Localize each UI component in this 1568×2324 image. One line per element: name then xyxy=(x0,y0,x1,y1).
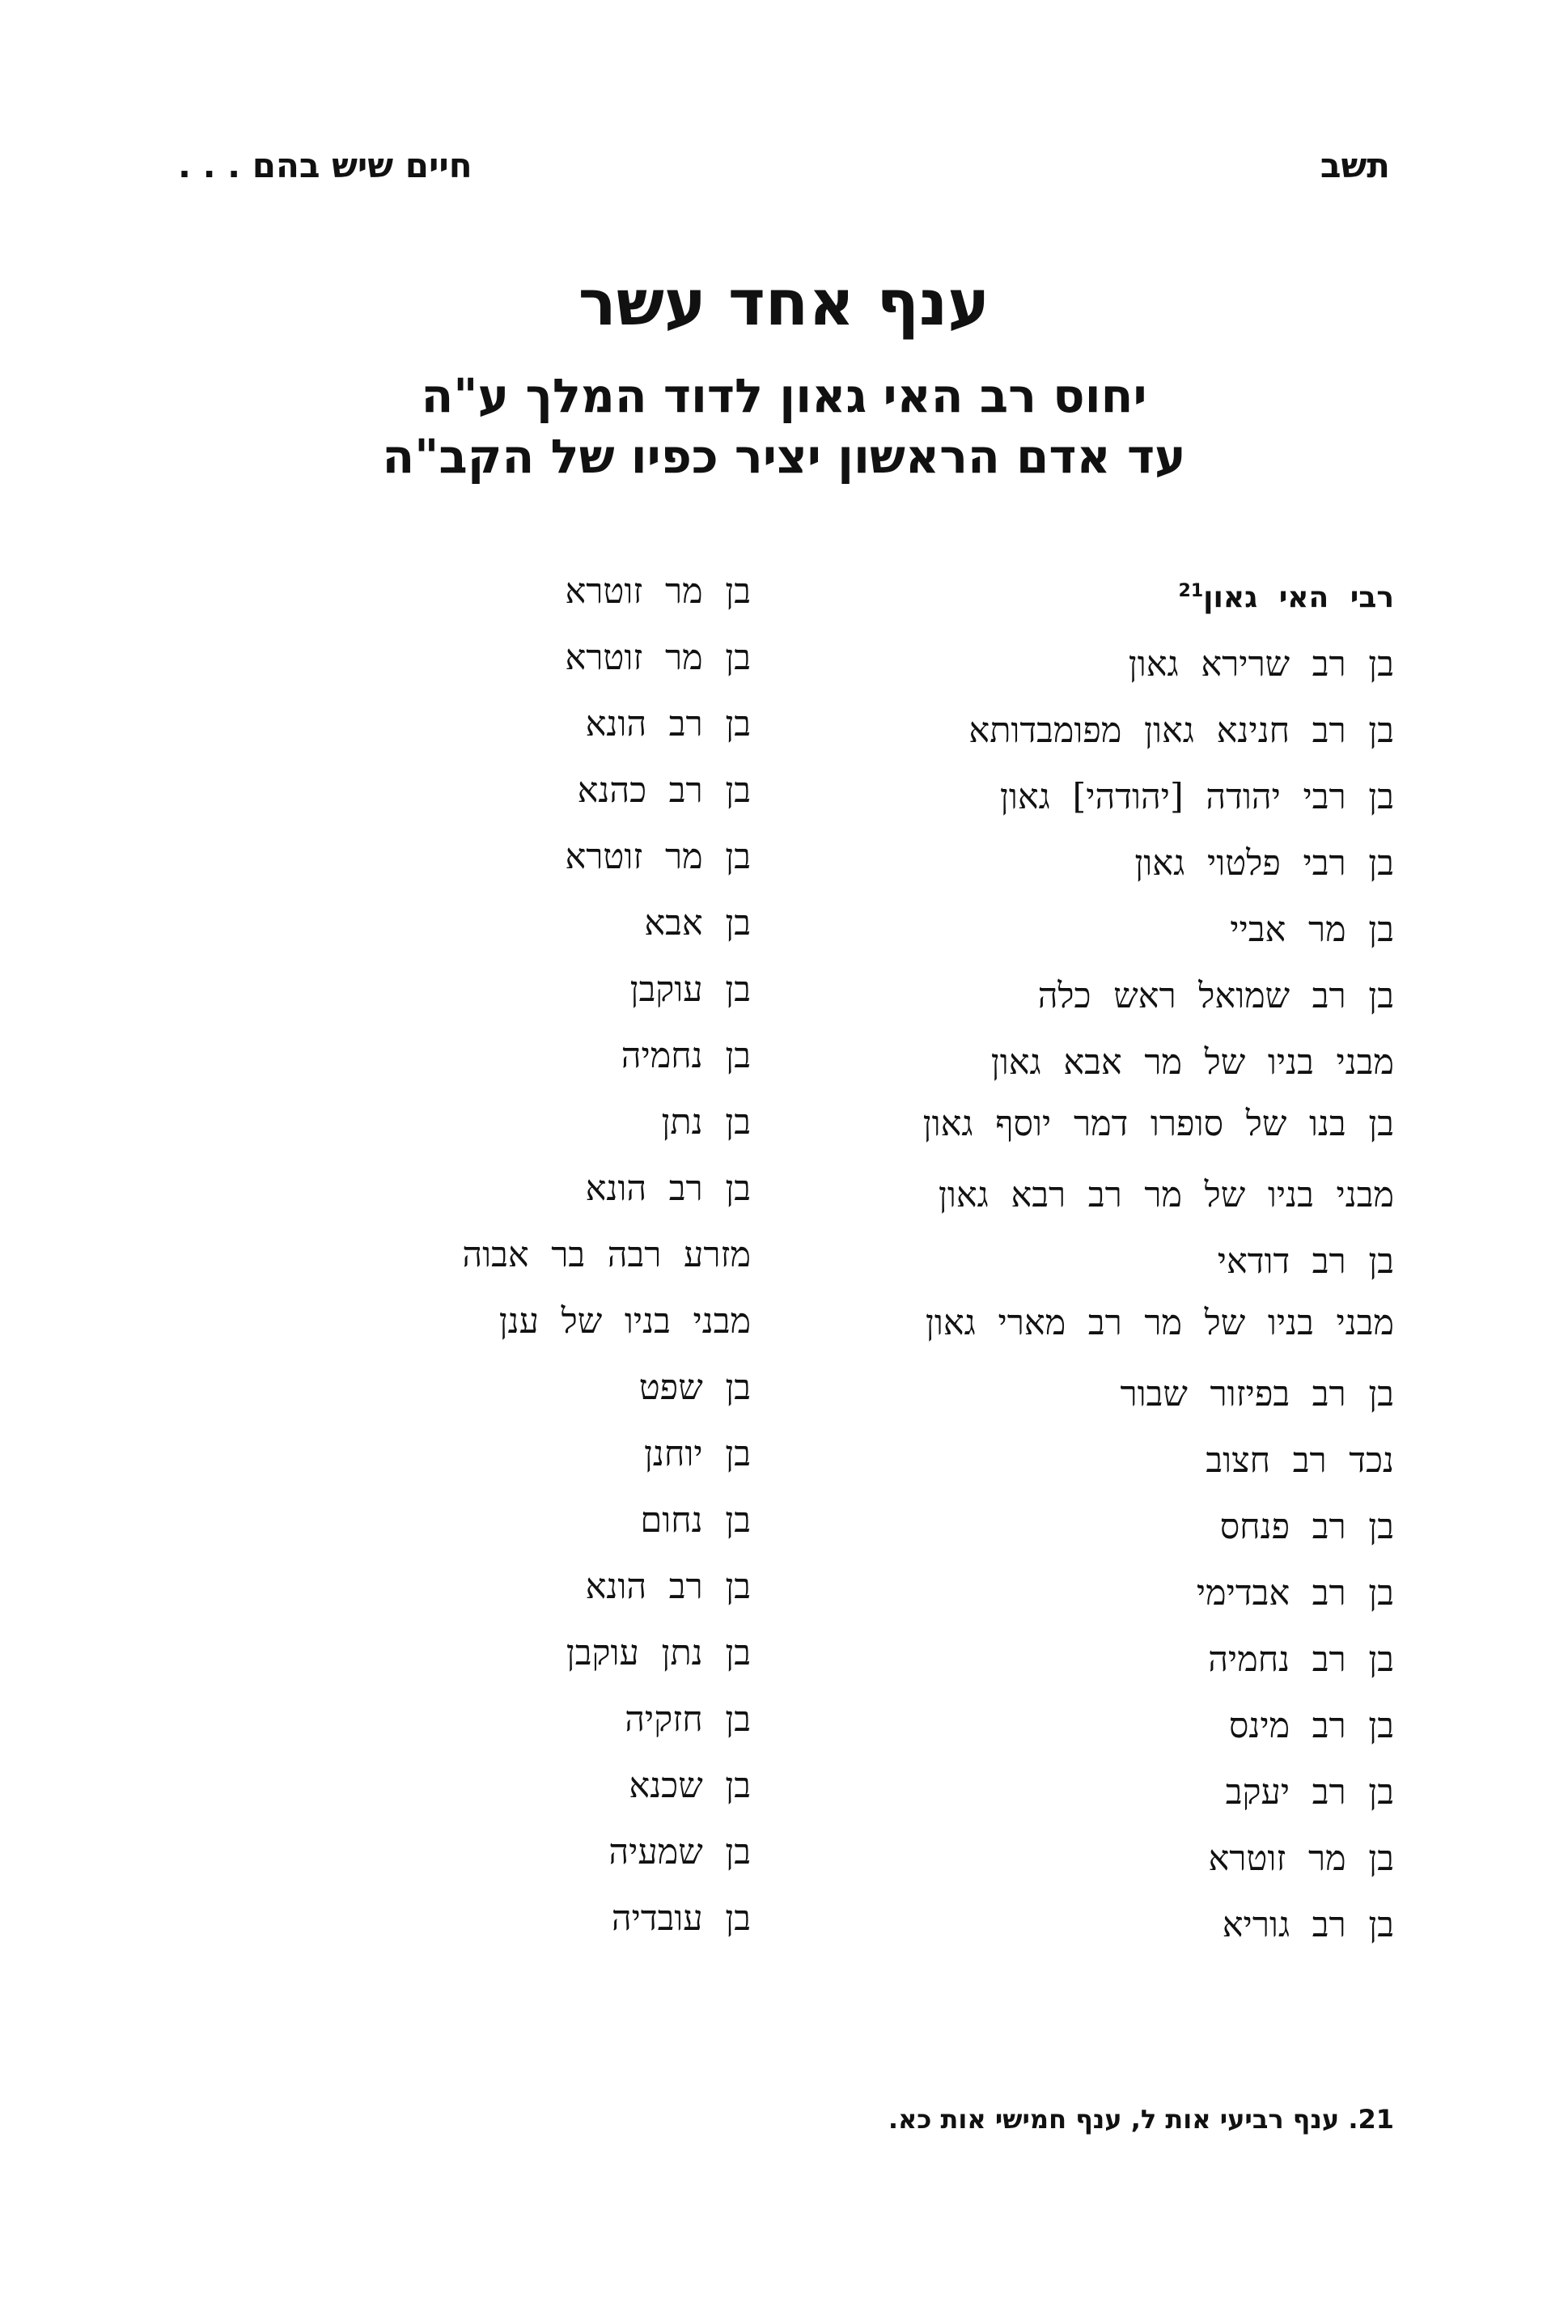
list-item: מבני בניו של מר אבא גאון xyxy=(990,1042,1394,1083)
list-item: נכד רב חצוב xyxy=(1206,1440,1394,1481)
genealogy-column-right xyxy=(812,558,1394,1958)
chapter-title: ענף אחד עשר xyxy=(578,267,990,340)
list-item: בן מר אביי xyxy=(1230,910,1394,950)
list-item: בן רבי יהודה [יהודהי] גאון xyxy=(999,777,1394,817)
list-item: בן אבא xyxy=(644,903,751,944)
list-item-text: רבי האי גאון xyxy=(1203,581,1394,614)
list-item: בן רב נחמיה xyxy=(1208,1639,1394,1680)
list-item: בן רב שמואל ראש כלה xyxy=(1037,976,1394,1016)
list-item: בן רב הונא xyxy=(585,1567,751,1607)
list-item: מבני בניו של ענן xyxy=(498,1301,751,1342)
list-item: בן רב שרירא גאון xyxy=(1128,644,1394,685)
list-item: בן מר זוטרא xyxy=(565,837,751,877)
footnote: 21. ענף רביעי אות ל, ענף חמישי אות כא. xyxy=(888,2104,1394,2135)
genealogy-column-left xyxy=(298,558,751,1952)
list-item: בן רב כהנא xyxy=(577,770,751,811)
list-item: בן רב מינס xyxy=(1228,1706,1394,1746)
list-item: בן חזקיה xyxy=(625,1699,751,1740)
list-item: בן רב הונא xyxy=(585,704,751,744)
page-number: תשב xyxy=(1320,146,1390,185)
chapter-subtitle-line-1: יחוס רב האי גאון לדוד המלך ע"ה xyxy=(421,368,1147,423)
list-item: בן עובדיה xyxy=(611,1898,751,1939)
list-item: בן נתן xyxy=(661,1102,751,1143)
running-header xyxy=(178,146,1390,202)
list-item: מבני בניו של מר רב רבא גאון xyxy=(938,1175,1394,1215)
list-item: בן רב פנחס xyxy=(1219,1507,1394,1547)
list-item: בן רב בפיזור שבור xyxy=(1120,1374,1394,1414)
list-item: בן רב אבדימי xyxy=(1196,1573,1394,1614)
list-item: בן שכנא xyxy=(629,1766,751,1806)
list-item: בן רב גוריא xyxy=(1222,1905,1394,1945)
list-item: בן עוקבן xyxy=(629,969,751,1010)
list-item: בן יוחנן xyxy=(643,1434,751,1474)
list-item: בן רב דודאי xyxy=(1217,1241,1394,1282)
list-item: בן נחום xyxy=(640,1500,751,1541)
list-item: בן מר זוטרא xyxy=(565,571,751,612)
footnote-marker: 21 xyxy=(1178,581,1204,601)
list-item: בן שפט xyxy=(638,1368,751,1408)
list-item: בן רב חנינא גאון מפומבדותא xyxy=(968,710,1394,751)
list-item: בן שמעיה xyxy=(608,1832,751,1872)
running-title: חיים שיש בהם . . . xyxy=(178,146,473,185)
list-item: בן נחמיה xyxy=(621,1036,751,1076)
list-item: בן נתן עוקבן xyxy=(566,1633,751,1673)
list-item xyxy=(812,558,1394,631)
list-item: מזרע רבה בר אבוה xyxy=(462,1235,751,1275)
list-item: בן רבי פלטוי גאון xyxy=(1134,843,1394,884)
list-item: בן מר זוטרא xyxy=(1208,1838,1394,1879)
list-item: בן רב יעקב xyxy=(1225,1772,1394,1813)
list-item: מבני בניו של מר רב מארי גאון xyxy=(925,1303,1394,1343)
list-item: בן מר זוטרא xyxy=(565,638,751,678)
list-item: בן בנו של סופרו דמר יוסף גאון xyxy=(922,1104,1394,1144)
list-item: בן רב הונא xyxy=(585,1168,751,1209)
chapter-subtitle-line-2: עד אדם הראשון יציר כפיו של הקב"ה xyxy=(382,429,1186,484)
